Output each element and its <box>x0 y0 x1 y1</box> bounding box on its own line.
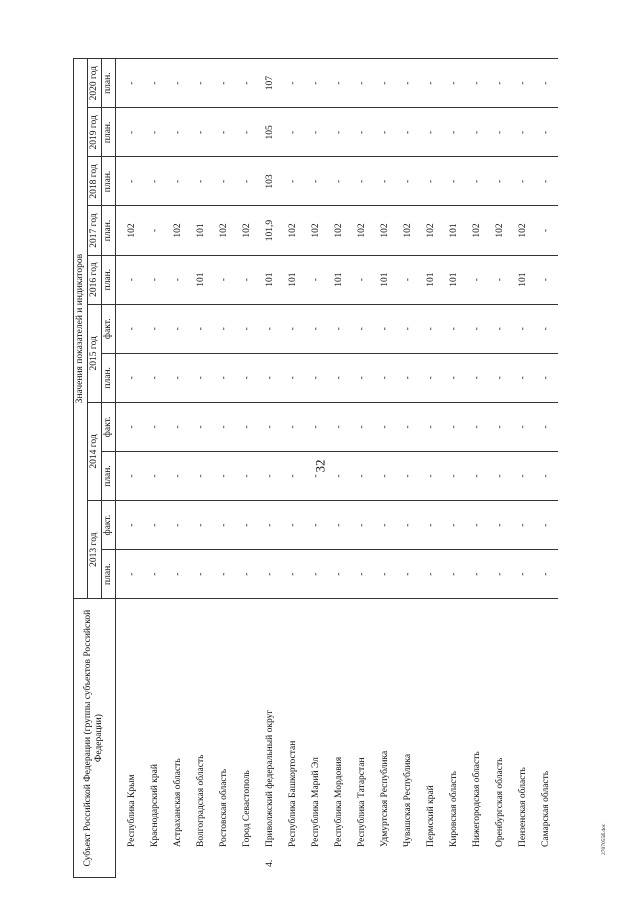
value-cell: 102 <box>328 206 351 255</box>
value-cell: - <box>351 108 374 157</box>
value-cell: - <box>420 501 443 550</box>
value-cell: - <box>144 451 167 500</box>
value-cell: - <box>167 501 190 550</box>
row-number <box>489 849 512 878</box>
value-cell: - <box>535 304 558 353</box>
row-number <box>420 849 443 878</box>
value-cell: - <box>328 157 351 206</box>
value-cell: - <box>443 59 466 108</box>
value-cell: - <box>328 59 351 108</box>
row-number: 4. <box>264 859 275 867</box>
value-cell: - <box>115 108 144 157</box>
value-cell: - <box>351 451 374 500</box>
value-cell: - <box>213 157 236 206</box>
row-number <box>213 849 236 878</box>
table-row <box>374 59 397 878</box>
table-row <box>213 59 236 878</box>
table-row <box>535 59 558 878</box>
value-cell: 101 <box>190 206 213 255</box>
plan-header: план. <box>101 550 115 599</box>
value-cell: - <box>351 402 374 451</box>
value-cell: - <box>466 451 489 500</box>
value-cell: - <box>374 402 397 451</box>
value-cell: - <box>305 59 328 108</box>
region-name: Приволжский федеральный округ <box>259 599 282 849</box>
value-cell: - <box>466 304 489 353</box>
value-cell: - <box>167 108 190 157</box>
table-row <box>236 59 259 878</box>
value-cell: - <box>535 59 558 108</box>
value-cell: - <box>351 501 374 550</box>
row-number <box>115 849 144 878</box>
value-cell: - <box>512 353 535 402</box>
year-2014: 2014 год <box>87 402 101 500</box>
value-cell: - <box>167 255 190 304</box>
plan-header: план. <box>101 157 115 206</box>
value-cell: - <box>374 550 397 599</box>
value-cell: - <box>420 353 443 402</box>
row-number <box>282 849 305 878</box>
value-cell: - <box>144 157 167 206</box>
value-cell: - <box>115 59 144 108</box>
fact-header: факт. <box>101 402 115 451</box>
region-name: Республика Мордовия <box>328 599 351 849</box>
value-cell: - <box>236 304 259 353</box>
value-cell: - <box>236 157 259 206</box>
table-row <box>420 59 443 878</box>
value-cell: - <box>236 108 259 157</box>
region-name: Краснодарский край <box>144 599 167 849</box>
table-row <box>305 59 328 878</box>
value-cell: - <box>167 304 190 353</box>
value-cell: - <box>374 304 397 353</box>
value-cell: - <box>144 59 167 108</box>
subject-header: Субъект Российской Федерации (группы субъектов Российской Федерации) <box>74 599 116 878</box>
value-cell: - <box>397 255 420 304</box>
value-cell: - <box>466 59 489 108</box>
value-cell: - <box>305 451 328 500</box>
value-cell: - <box>115 353 144 402</box>
value-cell: - <box>443 451 466 500</box>
value-cell: - <box>305 108 328 157</box>
year-2019: 2019 год <box>87 108 101 157</box>
region-name: Удмуртская Республика <box>374 599 397 849</box>
value-cell: 102 <box>305 206 328 255</box>
value-cell: - <box>489 501 512 550</box>
value-cell: - <box>489 402 512 451</box>
value-cell: - <box>535 402 558 451</box>
value-cell: - <box>190 157 213 206</box>
value-cell: - <box>305 304 328 353</box>
value-cell: - <box>190 353 213 402</box>
region-name: Республика Татарстан <box>351 599 374 849</box>
value-cell: - <box>328 304 351 353</box>
value-cell: - <box>282 108 305 157</box>
value-cell: - <box>374 157 397 206</box>
value-cell: - <box>213 451 236 500</box>
row-number <box>144 849 167 878</box>
value-cell: - <box>397 451 420 500</box>
row-number <box>236 849 259 878</box>
table-row <box>167 59 190 878</box>
region-name: Нижегородская область <box>466 599 489 849</box>
fact-header: факт. <box>101 501 115 550</box>
value-cell: - <box>282 304 305 353</box>
value-cell: - <box>115 402 144 451</box>
value-cell: - <box>420 108 443 157</box>
value-cell: - <box>328 402 351 451</box>
value-cell: - <box>213 304 236 353</box>
table-row <box>190 59 213 878</box>
year-2017: 2017 год <box>87 206 101 255</box>
value-cell: - <box>144 501 167 550</box>
value-cell: 101 <box>282 255 305 304</box>
value-cell: - <box>236 451 259 500</box>
value-cell: - <box>144 108 167 157</box>
values-title: Значения показателей и индикаторов <box>74 59 88 599</box>
row-number <box>397 849 420 878</box>
value-cell: - <box>305 550 328 599</box>
plan-header: план. <box>101 255 115 304</box>
value-cell: - <box>512 157 535 206</box>
plan-header: план. <box>101 206 115 255</box>
value-cell: - <box>374 108 397 157</box>
value-cell: - <box>236 255 259 304</box>
value-cell: - <box>397 402 420 451</box>
value-cell: - <box>282 157 305 206</box>
value-cell: - <box>466 402 489 451</box>
table-row <box>443 59 466 878</box>
value-cell: - <box>213 402 236 451</box>
value-cell: 101 <box>328 255 351 304</box>
value-cell: - <box>144 550 167 599</box>
value-cell: - <box>305 157 328 206</box>
region-name: Республика Крым <box>115 599 144 849</box>
value-cell: - <box>115 157 144 206</box>
row-number <box>374 849 397 878</box>
plan-header: план. <box>101 59 115 108</box>
value-cell: - <box>167 451 190 500</box>
region-name: Республика Марий Эл <box>305 599 328 849</box>
value-cell: - <box>115 451 144 500</box>
value-cell: - <box>236 353 259 402</box>
row-number <box>328 849 351 878</box>
value-cell: - <box>236 402 259 451</box>
value-cell: - <box>115 501 144 550</box>
value-cell: - <box>466 108 489 157</box>
value-cell: - <box>535 157 558 206</box>
value-cell: - <box>443 501 466 550</box>
value-cell: - <box>282 402 305 451</box>
value-cell: - <box>259 304 282 353</box>
year-2015: 2015 год <box>87 304 101 402</box>
table-row <box>328 59 351 878</box>
table-row <box>351 59 374 878</box>
value-cell: - <box>190 501 213 550</box>
value-cell: - <box>282 353 305 402</box>
value-cell: 102 <box>282 206 305 255</box>
region-name: Республика Башкортостан <box>282 599 305 849</box>
value-cell: - <box>190 108 213 157</box>
region-name: Ростовская область <box>213 599 236 849</box>
value-cell: - <box>512 304 535 353</box>
value-cell: - <box>213 501 236 550</box>
table-row <box>115 59 144 878</box>
value-cell: - <box>351 59 374 108</box>
value-cell: - <box>420 550 443 599</box>
value-cell: 102 <box>489 206 512 255</box>
value-cell: 101 <box>512 255 535 304</box>
value-cell: 102 <box>236 206 259 255</box>
value-cell: - <box>115 255 144 304</box>
value-cell: - <box>351 157 374 206</box>
value-cell: - <box>236 59 259 108</box>
year-2020: 2020 год <box>87 59 101 108</box>
value-cell: - <box>489 550 512 599</box>
value-cell: - <box>190 402 213 451</box>
value-cell: - <box>144 353 167 402</box>
value-cell: - <box>259 501 282 550</box>
value-cell: - <box>190 451 213 500</box>
value-cell: - <box>466 501 489 550</box>
value-cell: - <box>213 59 236 108</box>
value-cell: - <box>535 451 558 500</box>
value-cell: - <box>489 59 512 108</box>
region-name: Кировская область <box>443 599 466 849</box>
region-name: Оренбургская область <box>489 599 512 849</box>
value-cell: - <box>190 550 213 599</box>
value-cell: 102 <box>167 206 190 255</box>
value-cell: - <box>420 451 443 500</box>
indicators-table <box>73 58 558 878</box>
value-cell: 107 <box>259 59 282 108</box>
value-cell: - <box>328 550 351 599</box>
value-cell: - <box>374 353 397 402</box>
indicators-table-sheet <box>73 58 573 878</box>
value-cell: - <box>397 157 420 206</box>
value-cell: - <box>512 108 535 157</box>
value-cell: 102 <box>397 206 420 255</box>
value-cell: - <box>236 550 259 599</box>
value-cell: - <box>374 451 397 500</box>
value-cell: - <box>144 304 167 353</box>
value-cell: - <box>397 304 420 353</box>
page-number-text: 32 <box>312 459 327 473</box>
value-cell: - <box>535 353 558 402</box>
value-cell: - <box>213 353 236 402</box>
value-cell: - <box>328 501 351 550</box>
value-cell: - <box>420 402 443 451</box>
table-body <box>115 59 558 878</box>
region-name: Пензенская область <box>512 599 535 849</box>
region-name: Самарская область <box>535 599 558 849</box>
value-cell: - <box>167 353 190 402</box>
value-cell: - <box>282 451 305 500</box>
row-number <box>167 849 190 878</box>
value-cell: - <box>259 451 282 500</box>
value-cell: - <box>397 108 420 157</box>
fact-header: факт. <box>101 304 115 353</box>
row-number <box>443 849 466 878</box>
value-cell: - <box>351 353 374 402</box>
value-cell: 101 <box>374 255 397 304</box>
value-cell: - <box>397 59 420 108</box>
region-name: Чувашская Республика <box>397 599 420 849</box>
value-cell: - <box>167 59 190 108</box>
value-cell: - <box>144 402 167 451</box>
value-cell: - <box>512 550 535 599</box>
value-cell: - <box>351 304 374 353</box>
value-cell: - <box>535 550 558 599</box>
value-cell: - <box>259 550 282 599</box>
value-cell: 101,9 <box>259 206 282 255</box>
value-cell: - <box>213 108 236 157</box>
value-cell: - <box>328 108 351 157</box>
row-number <box>512 849 535 878</box>
value-cell: - <box>489 451 512 500</box>
value-cell: - <box>259 353 282 402</box>
row-number <box>535 849 558 878</box>
value-cell: 102 <box>512 206 535 255</box>
value-cell: - <box>489 157 512 206</box>
value-cell: 102 <box>374 206 397 255</box>
region-name: Город Севастополь <box>236 599 259 849</box>
value-cell: 101 <box>420 255 443 304</box>
year-2018: 2018 год <box>87 157 101 206</box>
table-row <box>489 59 512 878</box>
row-number <box>305 849 328 878</box>
value-cell: - <box>374 59 397 108</box>
value-cell: - <box>535 108 558 157</box>
value-cell: - <box>535 501 558 550</box>
value-cell: 102 <box>115 206 144 255</box>
value-cell: - <box>443 108 466 157</box>
value-cell: - <box>167 550 190 599</box>
value-cell: 101 <box>443 206 466 255</box>
value-cell: - <box>374 501 397 550</box>
value-cell: - <box>535 206 558 255</box>
value-cell: - <box>282 59 305 108</box>
value-cell: - <box>397 550 420 599</box>
value-cell: - <box>259 402 282 451</box>
value-cell: - <box>489 255 512 304</box>
value-cell: - <box>328 353 351 402</box>
table-row <box>397 59 420 878</box>
value-cell: - <box>167 157 190 206</box>
value-cell: - <box>351 255 374 304</box>
value-cell: - <box>466 157 489 206</box>
value-cell: - <box>305 353 328 402</box>
row-number <box>351 849 374 878</box>
value-cell: 101 <box>259 255 282 304</box>
value-cell: - <box>305 402 328 451</box>
plan-header: план. <box>101 451 115 500</box>
value-cell: - <box>466 550 489 599</box>
value-cell: - <box>236 501 259 550</box>
value-cell: - <box>466 353 489 402</box>
value-cell: - <box>397 501 420 550</box>
value-cell: 101 <box>443 255 466 304</box>
value-cell: - <box>144 255 167 304</box>
region-name: Астраханская область <box>167 599 190 849</box>
value-cell: - <box>489 108 512 157</box>
value-cell: - <box>213 255 236 304</box>
region-name: Волгоградская область <box>190 599 213 849</box>
value-cell: - <box>305 501 328 550</box>
value-cell: - <box>282 550 305 599</box>
value-cell: 102 <box>213 206 236 255</box>
value-cell: - <box>512 59 535 108</box>
value-cell: - <box>489 353 512 402</box>
value-cell: - <box>420 157 443 206</box>
value-cell: - <box>443 157 466 206</box>
table-row <box>282 59 305 878</box>
value-cell: 102 <box>351 206 374 255</box>
row-number <box>190 849 213 878</box>
table-row <box>259 59 282 878</box>
value-cell: - <box>466 255 489 304</box>
value-cell: - <box>512 402 535 451</box>
value-cell: - <box>397 353 420 402</box>
value-cell: - <box>144 206 167 255</box>
value-cell: 103 <box>259 157 282 206</box>
value-cell: 102 <box>466 206 489 255</box>
value-cell: - <box>489 304 512 353</box>
value-cell: - <box>190 304 213 353</box>
plan-header: план. <box>101 108 115 157</box>
value-cell: - <box>420 304 443 353</box>
value-cell: - <box>115 304 144 353</box>
value-cell: - <box>282 501 305 550</box>
value-cell: 102 <box>420 206 443 255</box>
value-cell: - <box>512 501 535 550</box>
value-cell: - <box>535 255 558 304</box>
table-row <box>466 59 489 878</box>
value-cell: - <box>443 402 466 451</box>
value-cell: - <box>512 451 535 500</box>
year-2016: 2016 год <box>87 255 101 304</box>
value-cell: 105 <box>259 108 282 157</box>
value-cell: - <box>213 550 236 599</box>
plan-header: план. <box>101 353 115 402</box>
region-name: Пермский край <box>420 599 443 849</box>
value-cell: - <box>328 451 351 500</box>
value-cell: - <box>167 402 190 451</box>
table-row <box>144 59 167 878</box>
row-number <box>466 849 489 878</box>
value-cell: - <box>443 353 466 402</box>
value-cell: - <box>420 59 443 108</box>
value-cell: - <box>443 550 466 599</box>
value-cell: - <box>115 550 144 599</box>
year-2013: 2013 год <box>87 501 101 599</box>
value-cell: - <box>351 550 374 599</box>
value-cell: - <box>443 304 466 353</box>
document-footer: 2707055ß.doc <box>601 823 607 855</box>
table-row <box>512 59 535 878</box>
value-cell: - <box>305 255 328 304</box>
value-cell: - <box>190 59 213 108</box>
value-cell: 101 <box>190 255 213 304</box>
